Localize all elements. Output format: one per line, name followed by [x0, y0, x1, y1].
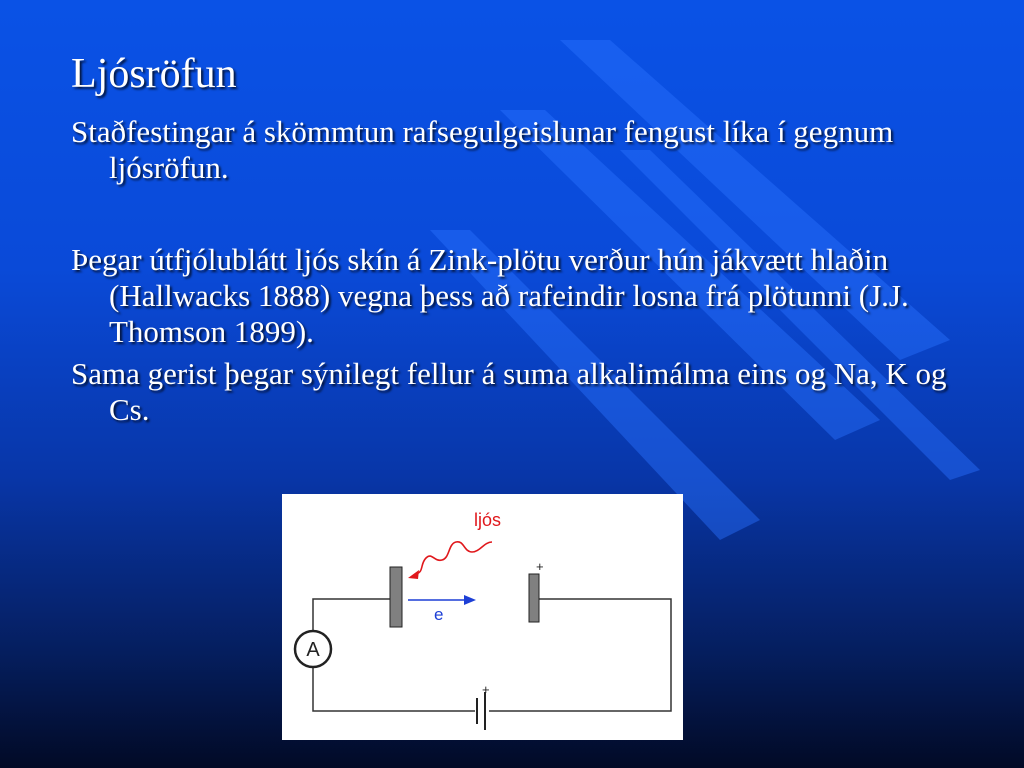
bullet-item: Sama gerist þegar sýnilegt fellur á suma alkalimálma eins og Na, K og Cs. [71, 356, 947, 427]
bullet-item: Staðfestingar á skömmtun rafsegulgeislunar fengust líka í gegnum ljósröfun. [71, 114, 894, 185]
light-label: ljós [474, 510, 502, 530]
circuit-wires [313, 599, 671, 711]
electron-label: e [434, 605, 444, 624]
light-arrowhead-icon [408, 570, 419, 579]
ammeter-label: A [306, 639, 320, 661]
bullet-list [71, 114, 951, 428]
battery-plus-sign: + [482, 682, 490, 697]
plate-plus-sign: + [536, 559, 544, 574]
battery-icon [477, 692, 485, 730]
bullet-item: Þegar útfjólublátt ljós skín á Zink-plötu verður hún jákvætt hlaðin (Hallwacks 1888) vegna þess að rafeindir losna frá plötunni (J.J. Thomson 1899). [71, 242, 909, 349]
slide-title: Ljósröfun [71, 51, 237, 97]
zinc-plate [390, 567, 402, 627]
photoelectric-circuit-diagram [282, 494, 683, 740]
electron-arrowhead-icon [464, 595, 476, 605]
collector-plate [529, 574, 539, 622]
light-wave-icon [416, 542, 492, 574]
